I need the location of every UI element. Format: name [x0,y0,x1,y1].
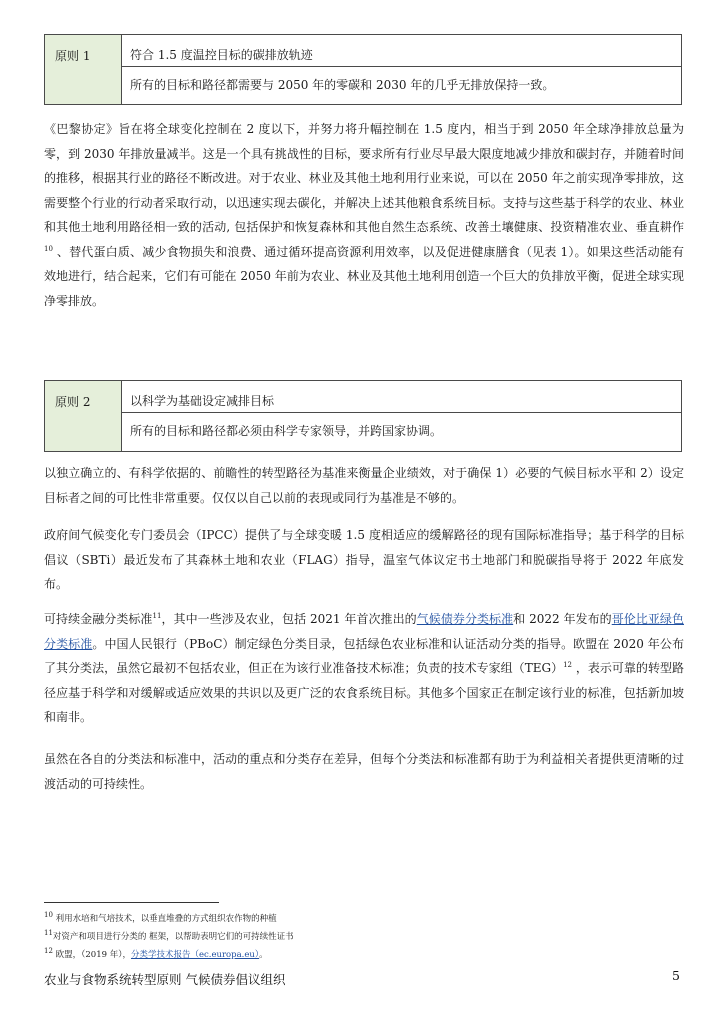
principle-2-content [122,381,681,451]
colombia-green-taxonomy-link[interactable]: 哥伦比亚绿色分类标准 [44,612,684,651]
paragraph-paris-agreement [44,117,684,313]
para4-text-e: ，表示可靠的转型路径应基于科学和对缓解或适应效果的共识以及更广泛的农食系统目标。其他多个国家正在制定该行业的标准，包括新加坡和南非。 [44,661,684,724]
footnote-11-text: 对资产和项目进行分类的 框架，以帮助表明它们的可持续性证书 [52,932,294,942]
page-number: 5 [672,968,680,983]
footnote-10-number: 10 [44,911,53,920]
para4-text-d: 。中国人民银行（PBoC）制定绿色分类目录，包括绿色农业标准和认证活动分类的指导。欧盟在 2020 年公布了其分类法，虽然它最初不包括农业，但正在为该行业准备技术标准；负责的技术专家组（TEG） [44,636,684,675]
principle-1-box [44,34,682,105]
principle-2-title: 以科学为基础设定减排目标 [122,381,681,413]
para1-text-a: 《巴黎协定》旨在将全球变化控制在 2 度以下，并努力将升幅控制在 1.5 度内，相当于到 2050 年全球净排放总量为零，到 2030 年排放量减半。这是一个具有挑战性的目标，要求所有行业尽早最大限度地减少排放和碳封存，并随着时间的推移，根据其行业的路径不断改进。对于农业、林业及其他土地利用行业来说，可以在 2050 年之前实现净零排放，这需要整个行业的行动者采取行动，以迅速实现去碳化，并解决上述其他粮食系统目标。支持与这些基于科学的农业、林业和其他土地利用路径相一致的活动, 包括保护和恢复森林和其他自然生态系统、改善土壤健康、投资精准农业、垂直耕作 [44,122,684,234]
footnote-11 [44,930,294,942]
footnote-ref-12[interactable]: 12 [563,661,573,669]
para1-text-b: 、替代蛋白质、减少食物损失和浪费、通过循环提高资源利用效率，以及促进健康膳食（见表 1）。如果这些活动能有效地进行，结合起来，它们有可能在 2050 年前为农业、林业及其他土地利用创造一个巨大的负排放平衡，促进全球实现净零排放。 [44,244,684,308]
footnote-11-number: 11 [44,929,53,938]
paragraph-taxonomy [44,607,684,730]
footnote-12-number: 12 [44,947,53,956]
para4-text-a: 可持续金融分类标准 [44,612,153,626]
principle-1-title: 符合 1.5 度温控目标的碳排放轨迹 [122,35,681,67]
principle-1-label: 原则 1 [45,35,122,104]
footnote-ref-11[interactable]: 11 [152,612,162,620]
footnote-ref-10[interactable]: 10 [44,244,53,253]
principle-1-content [122,35,681,104]
paragraph-conclusion: 虽然在各自的分类法和标准中，活动的重点和分类存在差异，但每个分类法和标准都有助于为利益相关者提供更清晰的过渡活动的可持续性。 [44,752,684,791]
principle-2-box [44,380,682,452]
climate-bonds-taxonomy-link[interactable]: 气候债券分类标准 [416,612,514,626]
principle-2-description: 所有的目标和路径都必须由科学专家领导，并跨国家协调。 [130,424,443,438]
footnote-12-text-b: 。 [259,950,268,960]
principle-1-description: 所有的目标和路径都需要与 2050 年的零碳和 2030 年的几乎无排放保持一致。 [130,78,555,92]
footnote-10-text: 利用水培和气培技术，以垂直堆叠的方式组织农作物的种植 [52,914,277,924]
paragraph-ipcc-sbti: 政府间气候变化专门委员会（IPCC）提供了与全球变暖 1.5 度相适应的缓解路径的现有国际标准指导；基于科学的目标倡议（SBTi）最近发布了其森林土地和农业（FLAG）指导，温室气体议定书土地部门和脱碳指导将于 2022 年底发布。 [44,528,684,591]
principle-2-label: 原则 2 [45,381,122,451]
footnote-12 [44,948,268,960]
footnote-divider [44,902,219,903]
footer-title: 农业与食物系统转型原则 气候债券倡议组织 [44,972,286,987]
para4-text-b: ，其中一些涉及农业，包括 2021 年首次推出的 [161,612,417,626]
footnote-12-text-a: 欧盟，（2019 年）， [52,950,131,960]
paragraph-benchmark: 以独立确立的、有科学依据的、前瞻性的转型路径为基准来衡量企业绩效，对于确保 1）必要的气候目标水平和 2）设定目标者之间的可比性非常重要。仅仅以自己以前的表现或同行为基准是不够的。 [44,466,684,505]
footnote-10 [44,912,277,924]
para4-text-c: 和 2022 年发布的 [513,612,612,626]
taxonomy-technical-report-link[interactable]: 分类学技术报告（ec.europa.eu） [130,950,260,960]
